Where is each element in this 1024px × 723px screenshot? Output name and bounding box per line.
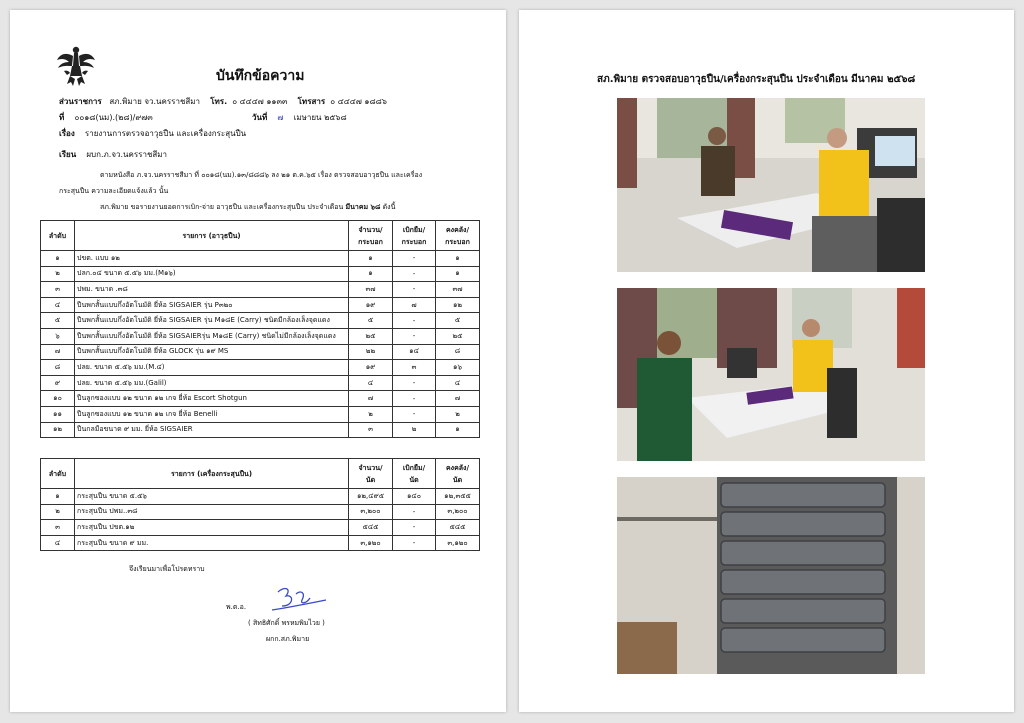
- cell-no: ๓: [41, 282, 75, 298]
- cell-qty: ๑๙: [349, 297, 393, 313]
- cell-remain: ๓๗: [436, 282, 480, 298]
- cell-out: ๓: [393, 360, 436, 376]
- para2-prefix: สภ.พิมาย ขอรายงานยอดการเบิก-จ่าย อาวุธปืน และเครื่องกระสุนปืน ประจำเดือน: [100, 203, 346, 211]
- cell-item: กระสุนปืน ขนาด ๕.๕๖: [75, 489, 349, 505]
- date-line: [252, 111, 347, 124]
- cell-item: ปืนกลมือขนาด ๙ มม. ยี่ห้อ SIGSAIER: [75, 422, 349, 438]
- cell-out: -: [393, 520, 436, 536]
- cell-qty: ๓,๒๐๐: [349, 504, 393, 520]
- cell-remain: ๔: [436, 375, 480, 391]
- subject-label: เรื่อง: [59, 129, 75, 138]
- table-row: [41, 391, 480, 407]
- cell-remain: ๒: [436, 406, 480, 422]
- cell-qty: ๑๒,๔๙๕: [349, 489, 393, 505]
- cell-qty: ๓: [349, 422, 393, 438]
- cell-remain: ๑๒,๓๕๕: [436, 489, 480, 505]
- cell-no: ๒: [41, 266, 75, 282]
- cell-remain: ๑๒: [436, 297, 480, 313]
- report-month: มีนาคม ๖๘: [345, 203, 381, 211]
- cell-no: ๓: [41, 520, 75, 536]
- cell-no: ๙: [41, 375, 75, 391]
- photos-page: [519, 10, 1014, 712]
- cell-qty: ๓,๑๒๐: [349, 535, 393, 551]
- cell-item: ปลย. ขนาด ๕.๕๖ มม.(M.๔): [75, 360, 349, 376]
- table-row: [41, 535, 480, 551]
- to-line: [59, 148, 167, 161]
- table-row: [41, 406, 480, 422]
- cell-remain: ๒๕: [436, 328, 480, 344]
- cell-out: ๑๔๐: [393, 489, 436, 505]
- sign-position: ผกก.สภ.พิมาย: [266, 635, 310, 643]
- cell-qty: ๒๕: [349, 328, 393, 344]
- cell-no: ๑: [41, 489, 75, 505]
- cell-remain: ๑: [436, 251, 480, 267]
- cell-item: ปืนพกสั้นแบบกึ่งอัตโนมัติ ยี่ห้อ SIGSAIER รุ่น P๓๒๐: [75, 297, 349, 313]
- cell-remain: ๑๖: [436, 360, 480, 376]
- cell-out: ๑๔: [393, 344, 436, 360]
- cell-item: ปืนลูกซองแบบ ๑๒ ขนาด ๑๒ เกจ ยี่ห้อ Benelli: [75, 406, 349, 422]
- cell-no: ๖: [41, 328, 75, 344]
- weapons-table-header: [41, 221, 480, 251]
- memo-page: [10, 10, 506, 712]
- table-row: [41, 504, 480, 520]
- cell-remain: ๓,๒๐๐: [436, 504, 480, 520]
- cell-out: -: [393, 251, 436, 267]
- agency-value: สภ.พิมาย จว.นครราชสีมา: [109, 97, 201, 106]
- table-row: [41, 313, 480, 329]
- table-row: [41, 297, 480, 313]
- para2: [100, 202, 395, 213]
- cell-no: ๑: [41, 251, 75, 267]
- cell-item: ปลก.๐๔ ขนาด ๕.๕๖ มม.(M๑๖): [75, 266, 349, 282]
- col-header-out: เบิกยืม/ กระบอก: [393, 221, 436, 251]
- closing-text: จึงเรียนมาเพื่อโปรดทราบ: [129, 565, 205, 573]
- cell-out: -: [393, 328, 436, 344]
- cell-qty: ๓๗: [349, 282, 393, 298]
- cell-qty: ๔: [349, 375, 393, 391]
- garuda-emblem-icon: [56, 44, 96, 88]
- cell-out: -: [393, 313, 436, 329]
- col-header-item: รายการ (เครื่องกระสุนปืน): [75, 459, 349, 489]
- cell-no: ๑๑: [41, 406, 75, 422]
- table-row: [41, 422, 480, 438]
- cell-qty: ๗: [349, 391, 393, 407]
- cell-item: ปขต. แบบ ๑๒: [75, 251, 349, 267]
- cell-no: ๔: [41, 535, 75, 551]
- date-day: ๗: [277, 113, 284, 122]
- cell-item: ปลย. ขนาด ๕.๕๖ มม.(Galil): [75, 375, 349, 391]
- cell-qty: ๕: [349, 313, 393, 329]
- table-row: [41, 489, 480, 505]
- table-row: [41, 266, 480, 282]
- col-header-qty: จำนวน/ กระบอก: [349, 221, 393, 251]
- cell-qty: ๒: [349, 406, 393, 422]
- cell-out: -: [393, 375, 436, 391]
- table-row: [41, 360, 480, 376]
- cell-remain: ๗: [436, 391, 480, 407]
- cell-item: กระสุนปืน ขนาด ๙ มม.: [75, 535, 349, 551]
- ref-label: ที่: [59, 113, 65, 122]
- ref-line: [59, 111, 153, 124]
- cell-out: -: [393, 504, 436, 520]
- table-row: [41, 344, 480, 360]
- cell-no: ๘: [41, 360, 75, 376]
- cell-out: -: [393, 266, 436, 282]
- col-header-out: เบิกยืม/ นัด: [393, 459, 436, 489]
- col-header-no: ลำดับ: [41, 221, 75, 251]
- para1-line2: กระสุนปืน ความละเอียดแจ้งแล้ว นั้น: [59, 187, 169, 195]
- col-header-remain: คงคลัง/ กระบอก: [436, 221, 480, 251]
- inspection-photo-2: [617, 288, 925, 461]
- table-row: [41, 520, 480, 536]
- cell-item: กระสุนปืน ปพม..๓๘: [75, 504, 349, 520]
- table-row: [41, 328, 480, 344]
- para2-suffix: ดังนี้: [380, 203, 396, 211]
- cell-remain: ๘: [436, 344, 480, 360]
- col-header-qty: จำนวน/ นัด: [349, 459, 393, 489]
- table-row: [41, 251, 480, 267]
- cell-remain: ๕๔๕: [436, 520, 480, 536]
- cell-item: ปืนลูกซองแบบ ๑๒ ขนาด ๑๒ เกจ ยี่ห้อ Escort Shotgun: [75, 391, 349, 407]
- ref-value: ๐๐๑๘(นม).(๒๘)/๙๗๓: [74, 113, 153, 122]
- subject-value: รายงานการตรวจอาวุธปืน และเครื่องกระสุนปืน: [84, 129, 247, 138]
- fax-label: โทรสาร: [297, 97, 326, 106]
- cell-remain: ๑: [436, 266, 480, 282]
- cell-qty: ๑๙: [349, 360, 393, 376]
- cell-item: กระสุนปืน ปขต.๑๒: [75, 520, 349, 536]
- cell-no: ๑๐: [41, 391, 75, 407]
- fax-value: ๐ ๔๔๔๗ ๑๘๘๖: [330, 97, 387, 106]
- cell-item: ปพม. ขนาด .๓๘: [75, 282, 349, 298]
- cell-out: ๗: [393, 297, 436, 313]
- sign-rank: พ.ต.อ.: [226, 603, 247, 611]
- ammo-table-header: [41, 459, 480, 489]
- cell-out: -: [393, 406, 436, 422]
- cell-out: -: [393, 535, 436, 551]
- cell-item: ปืนพกสั้นแบบกึ่งอัตโนมัติ ยี่ห้อ SIGSAIERรุ่น M๑๘E (Carry) ชนิดไม่มีกล้องเล็งจุดแดง: [75, 328, 349, 344]
- cell-no: ๗: [41, 344, 75, 360]
- col-header-no: ลำดับ: [41, 459, 75, 489]
- photos-page-title: สภ.พิมาย ตรวจสอบอาวุธปืน/เครื่องกระสุนปืน ประจำเดือน มีนาคม ๒๕๖๘: [597, 74, 916, 85]
- cell-remain: ๓,๑๒๐: [436, 535, 480, 551]
- cell-qty: ๒๒: [349, 344, 393, 360]
- to-value: ผบก.ภ.จว.นครราชสีมา: [86, 150, 168, 159]
- cell-no: ๑๒: [41, 422, 75, 438]
- date-label: วันที่: [252, 113, 268, 122]
- col-header-item: รายการ (อาวุธปืน): [75, 221, 349, 251]
- cell-no: ๕: [41, 313, 75, 329]
- phone-label: โทร.: [210, 97, 228, 106]
- table-row: [41, 282, 480, 298]
- table-row: [41, 375, 480, 391]
- cell-qty: ๑: [349, 251, 393, 267]
- cell-no: ๒: [41, 504, 75, 520]
- signature-image: [266, 582, 330, 618]
- date-month-year: เมษายน ๒๕๖๘: [293, 113, 347, 122]
- cell-out: -: [393, 282, 436, 298]
- to-label: เรียน: [59, 150, 77, 159]
- sign-name: ( สิทธิศักดิ์ พรหมพิมไวย ): [248, 619, 325, 627]
- cell-qty: ๑: [349, 266, 393, 282]
- cell-qty: ๕๔๕: [349, 520, 393, 536]
- inspection-photo-1: [617, 98, 925, 272]
- cell-item: ปืนพกสั้นแบบกึ่งอัตโนมัติ ยี่ห้อ SIGSAIER รุ่น M๑๘E (Carry) ชนิดมีกล้องเล็งจุดแดง: [75, 313, 349, 329]
- ammo-table: [40, 458, 480, 551]
- agency-line: [59, 95, 387, 108]
- cell-no: ๔: [41, 297, 75, 313]
- col-header-remain: คงคลัง/ นัด: [436, 459, 480, 489]
- cell-remain: ๑: [436, 422, 480, 438]
- cell-out: ๒: [393, 422, 436, 438]
- weapons-table: [40, 220, 480, 438]
- cell-out: -: [393, 391, 436, 407]
- cell-item: ปืนพกสั้นแบบกึ่งอัตโนมัติ ยี่ห้อ GLOCK รุ่น ๑๙ MS: [75, 344, 349, 360]
- agency-label: ส่วนราชการ: [59, 97, 102, 106]
- inspection-photo-3: [617, 477, 925, 674]
- subject-line: [59, 127, 246, 140]
- memo-title: บันทึกข้อความ: [216, 68, 305, 84]
- cell-remain: ๕: [436, 313, 480, 329]
- phone-value: ๐ ๔๔๔๗ ๑๑๓๓: [232, 97, 288, 106]
- para1-line1: ตามหนังสือ ภ.จว.นครราชสีมา ที่ ๐๐๑๘(นม).๑๓/๘๘๘๖ ลง ๒๑ ต.ค.๖๕ เรื่อง ตรวจสอบอาวุธปืน และเครื่อง: [100, 171, 423, 179]
